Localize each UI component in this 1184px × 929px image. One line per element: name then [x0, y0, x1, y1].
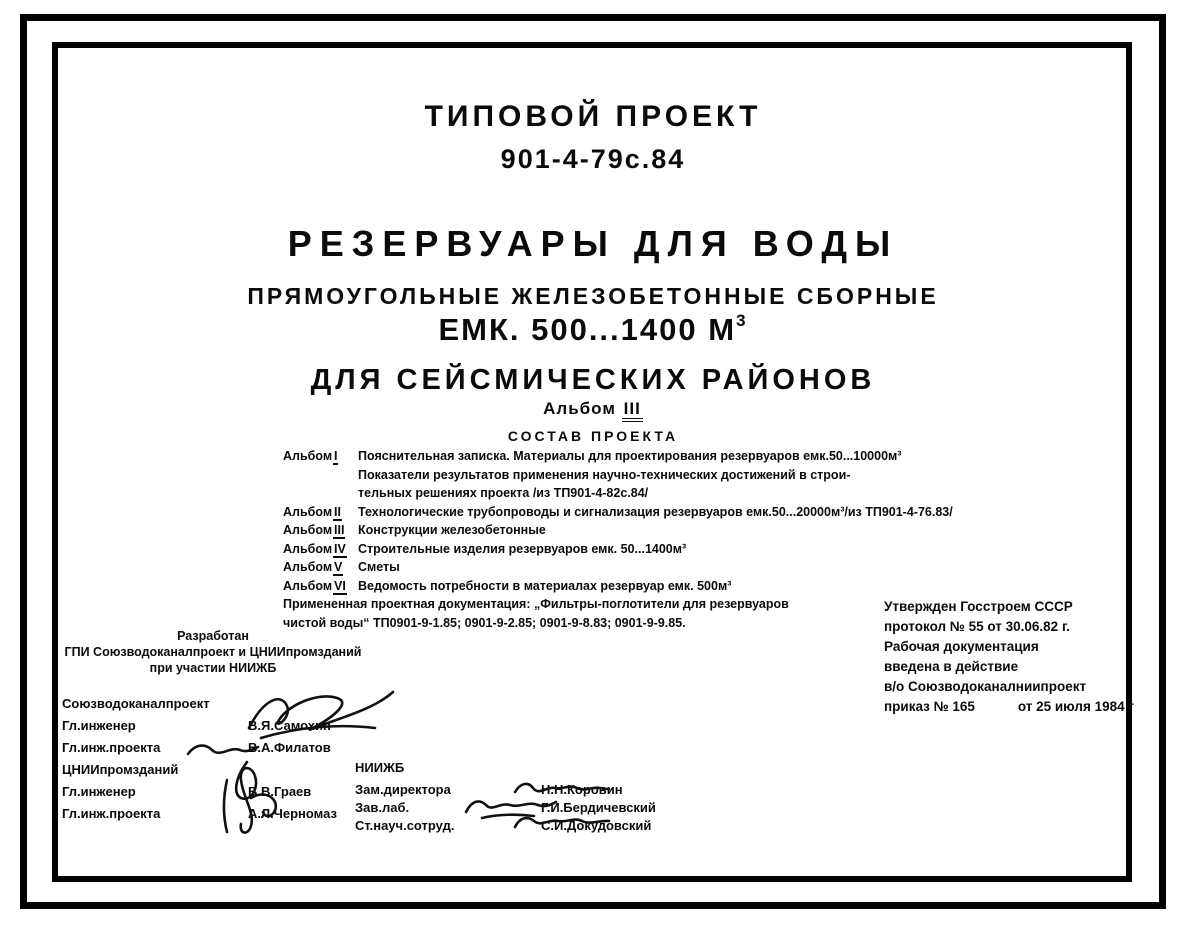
approval-block	[884, 597, 1134, 717]
signer-role: Ст.науч.сотруд.	[355, 818, 455, 833]
roman-numeral: V	[334, 560, 343, 574]
capacity-line	[53, 311, 1133, 348]
album-word: Альбом	[283, 504, 333, 519]
album-word: Альбом	[283, 449, 333, 463]
album-word: Альбом	[283, 560, 333, 574]
album-numeral: III	[622, 399, 643, 422]
signer-role: Зам.директора	[355, 782, 451, 797]
approval-line: протокол № 55 от 30.06.82 г.	[884, 619, 1070, 634]
org-name: НИИЖБ	[355, 760, 405, 775]
signer-name: Н.Н.Коровин	[541, 782, 623, 797]
signer-name: В.В.Граев	[248, 784, 312, 799]
signer-role: Гл.инж.проекта	[62, 806, 161, 821]
item-line: Показатели результатов применения научно-технических достижений в строи-	[358, 467, 851, 482]
item-line: Технологические трубопроводы и сигнализация резервуаров емк.50...20000м³/из ТП901-4-76.83/	[358, 504, 953, 519]
signature-samokhin-icon	[245, 684, 400, 746]
document-number: 901-4-79с.84	[500, 144, 686, 174]
applied-docs-line-1: Примененная проектная документация: „Фильтры-поглотители для резервуаров	[283, 597, 789, 611]
album-word: Альбом	[283, 523, 333, 537]
developed-line: Разработан	[177, 629, 249, 643]
approval-order-line	[884, 697, 1134, 717]
approval-line: в/о Союзводоканалниипроект	[884, 679, 1087, 694]
album-label: Альбом	[543, 399, 616, 418]
approval-order-date: от 25 июля 1984 г	[1017, 699, 1134, 714]
roman-numeral: I	[334, 449, 338, 463]
item-line: Ведомость потребности в материалах резервуар емк. 500м³	[358, 578, 732, 593]
document-subtitle: ПРЯМОУГОЛЬНЫЕ ЖЕЛЕЗОБЕТОННЫЕ СБОРНЫЕ	[247, 283, 939, 309]
composition-item-6	[283, 577, 1023, 596]
album-heading	[53, 399, 1133, 419]
item-line: Строительные изделия резервуаров емк. 50...1400м³	[358, 541, 687, 556]
signature-dokudovsky-icon	[512, 812, 612, 838]
item-line: Сметы	[358, 560, 400, 574]
album-word: Альбом	[283, 541, 333, 556]
signer-role: Гл.инж.проекта	[62, 740, 161, 755]
seismic-line: ДЛЯ СЕЙСМИЧЕСКИХ РАЙОНОВ	[310, 364, 876, 396]
signer-name: А.Л.Черномаз	[248, 806, 337, 821]
roman-numeral: III	[334, 523, 345, 537]
document-kind: ТИПОВОЙ ПРОЕКТ	[424, 100, 762, 133]
composition-item-3	[283, 521, 1023, 540]
composition-item-2	[283, 503, 1023, 522]
developed-line: ГПИ Союзводоканалпроект и ЦНИИпромзданий	[64, 645, 362, 659]
signer-role: Зав.лаб.	[355, 800, 410, 815]
album-word: Альбом	[283, 578, 333, 593]
composition-item-5	[283, 558, 1023, 577]
approval-order-no: приказ № 165	[884, 699, 975, 714]
org-name: Союзводоканалпроект	[62, 696, 210, 711]
document-title: РЕЗЕРВУАРЫ ДЛЯ ВОДЫ	[287, 223, 899, 264]
item-line: Конструкции железобетонные	[358, 523, 546, 537]
org-name: ЦНИИпромзданий	[62, 762, 179, 777]
composition-heading: СОСТАВ ПРОЕКТА	[507, 428, 679, 444]
applied-docs-line-2: чистой воды“ ТП0901-9-1.85; 0901-9-2.85; 0901-9-8.83; 0901-9-9.85.	[283, 615, 686, 630]
approval-line: Утвержден Госстроем СССР	[884, 599, 1073, 614]
capacity-text: ЕМК. 500...1400 М	[438, 312, 737, 347]
roman-numeral: II	[334, 504, 341, 519]
composition-item-1	[283, 447, 1023, 503]
developed-block	[58, 628, 368, 676]
item-line: Пояснительная записка. Материалы для проектирования резервуаров емк.50...10000м³	[358, 449, 902, 463]
approval-line: введена в действие	[884, 659, 1019, 674]
roman-numeral: VI	[334, 578, 346, 593]
signer-name: С.И.Докудовский	[541, 818, 652, 833]
roman-numeral: IV	[334, 541, 346, 556]
signer-name: В.А.Филатов	[248, 740, 331, 755]
capacity-superscript: 3	[736, 311, 748, 330]
signer-role: Гл.инженер	[62, 718, 136, 733]
signer-name: В.Я.Самохин	[248, 718, 331, 733]
signature-graev-icon	[213, 754, 298, 842]
developed-line: при участии НИИЖБ	[149, 661, 277, 675]
approval-line: Рабочая документация	[884, 639, 1039, 654]
signer-role: Гл.инженер	[62, 784, 136, 799]
composition-item-4	[283, 540, 1023, 559]
item-line: тельных решениях проекта /из ТП901-4-82с.84/	[358, 486, 649, 500]
signer-name: Г.И.Бердичевский	[541, 800, 656, 815]
